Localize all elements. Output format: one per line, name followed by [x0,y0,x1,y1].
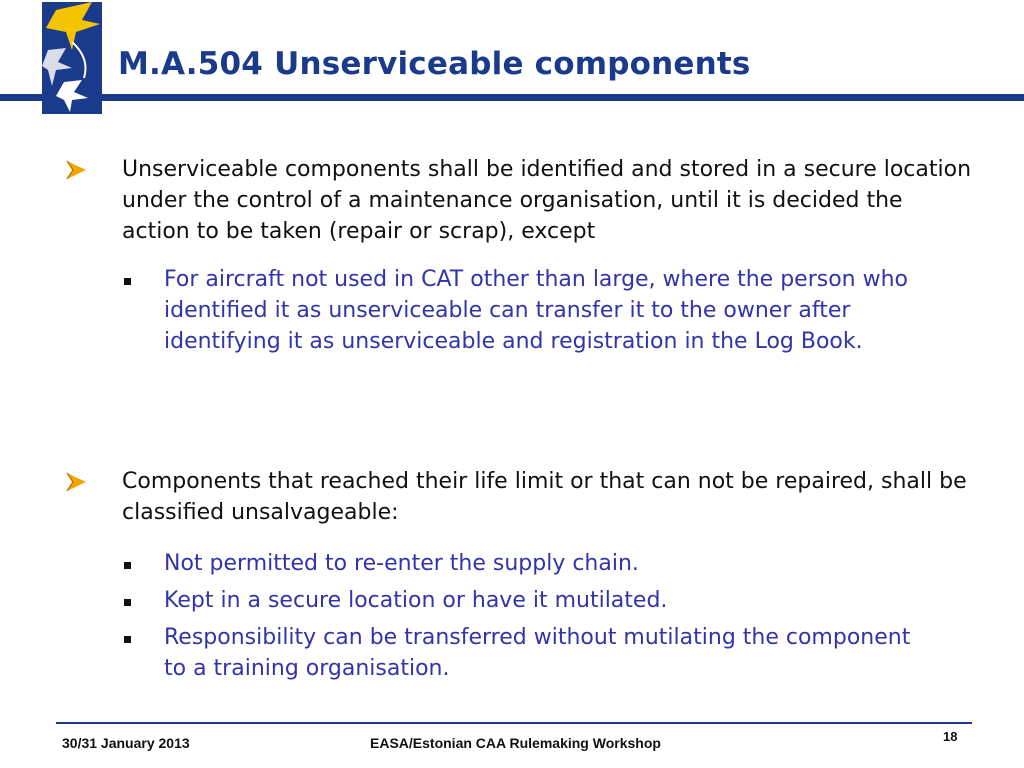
sub-bullet-text: For aircraft not used in CAT other than large, where the person who identified it as unserviceable can transfer it to the owner after identifying it as unserviceable and registration in the Log Book. [164,267,909,354]
square-bullet-icon [124,636,131,643]
footer-date: 30/31 January 2013 [62,735,190,751]
page-number: 18 [943,729,958,744]
sub-bullet-text: Responsibility can be transferred without mutilating the component to a training organisation. [164,625,911,681]
easa-stars-logo [42,2,102,114]
sub-bullet-text: Not permitted to re-enter the supply chain. [164,551,639,576]
square-bullet-icon [124,278,131,285]
footer-rule [56,722,972,724]
square-bullet-icon [124,599,131,606]
bullet-text: Unserviceable components shall be identified and stored in a secure location under the control of a maintenance organisation, until it is decided the action to be taken (repair or scrap), except [122,157,972,244]
footer-event: EASA/Estonian CAA Rulemaking Workshop [370,735,661,751]
title-rule [0,94,1024,101]
slide-title: M.A.504 Unserviceable components [118,46,751,82]
bullet-text: Components that reached their life limit or that can not be repaired, shall be classified unsalvageable: [122,469,967,525]
arrow-bullet-icon [64,158,90,184]
square-bullet-icon [124,562,131,569]
arrow-bullet-icon [64,470,90,496]
sub-bullet-text: Kept in a secure location or have it mutilated. [164,588,668,613]
